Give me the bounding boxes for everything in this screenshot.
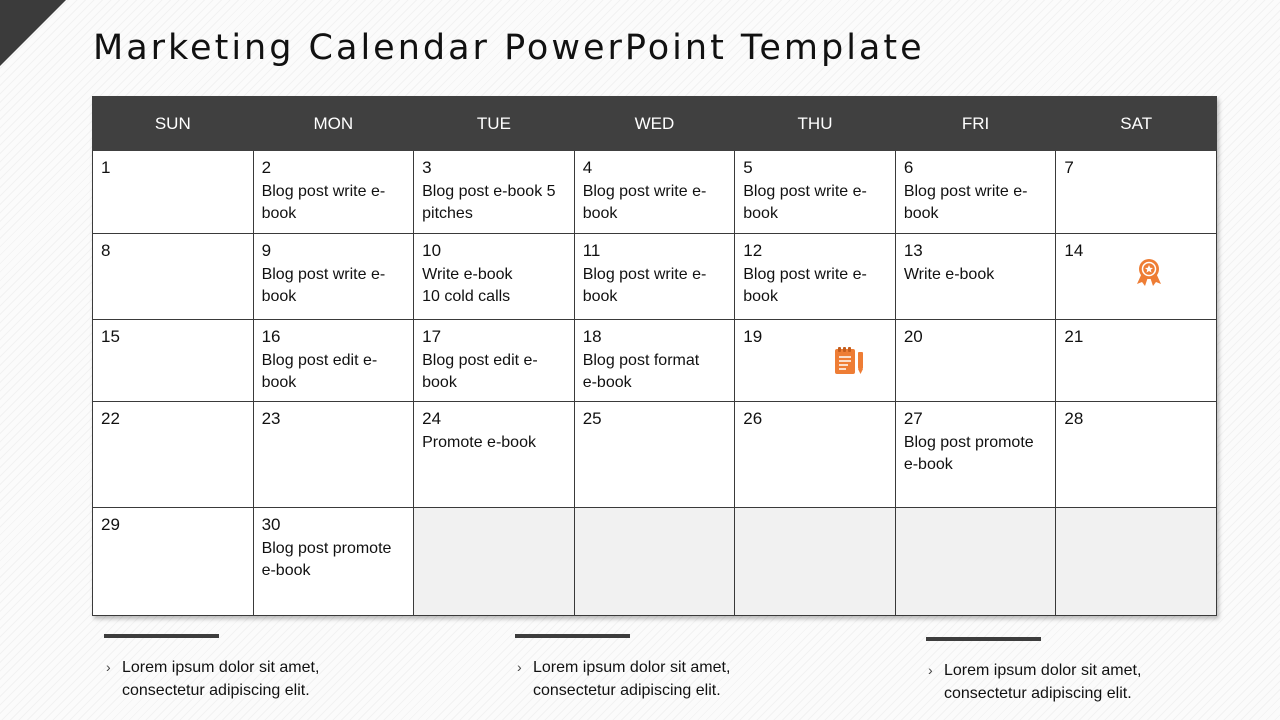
day-cell[interactable]: [895, 151, 1056, 234]
day-number: 13: [903, 241, 923, 260]
day-event: Promote e-book: [422, 434, 536, 451]
week-row-5: [93, 508, 1217, 616]
day-event: Blog post write e- book: [582, 266, 707, 305]
day-number: 28: [1064, 409, 1084, 428]
day-event: Write e-book: [903, 266, 995, 283]
day-number: 18: [582, 327, 602, 346]
day-number: 5: [743, 158, 753, 177]
day-event: Blog post write e- book: [743, 183, 867, 222]
day-cell[interactable]: [895, 320, 1056, 402]
day-event: Blog post edit e- book: [422, 352, 538, 391]
weekday-sun: SUN: [93, 97, 254, 151]
day-number: 25: [582, 409, 602, 428]
day-number: 8: [101, 241, 111, 260]
day-cell[interactable]: [93, 320, 254, 402]
day-cell[interactable]: [735, 320, 896, 402]
day-event: Blog post promote e-book: [903, 434, 1034, 473]
chevron-right-icon: ›: [928, 662, 933, 678]
note-3: [926, 637, 1256, 705]
note-text: consectetur adipiscing elit.: [122, 682, 310, 699]
day-cell[interactable]: [93, 508, 254, 616]
note-text: Lorem ipsum dolor sit amet,: [533, 659, 731, 676]
day-number: 16: [261, 327, 281, 346]
day-cell[interactable]: [735, 234, 896, 320]
marketing-calendar: [92, 96, 1217, 616]
award-badge-icon: [1133, 256, 1165, 288]
day-number: 26: [743, 409, 763, 428]
note-divider: [104, 634, 219, 638]
note-line: [104, 656, 434, 679]
day-cell[interactable]: [1056, 234, 1217, 320]
note-text: Lorem ipsum dolor sit amet,: [944, 662, 1142, 679]
day-cell[interactable]: [1056, 320, 1217, 402]
corner-decoration: [0, 0, 66, 66]
weekday-mon: MON: [253, 97, 414, 151]
day-cell[interactable]: [735, 151, 896, 234]
note-text: consectetur adipiscing elit.: [533, 682, 721, 699]
day-number: 3: [422, 158, 432, 177]
day-number: 21: [1064, 327, 1084, 346]
day-cell[interactable]: [895, 402, 1056, 508]
day-number: 17: [422, 327, 442, 346]
day-cell[interactable]: [895, 234, 1056, 320]
day-cell[interactable]: [574, 151, 735, 234]
day-number: 10: [422, 241, 442, 260]
note-text: consectetur adipiscing elit.: [944, 685, 1132, 702]
day-cell[interactable]: [1056, 151, 1217, 234]
empty-cell: [895, 508, 1056, 616]
week-row-2: [93, 234, 1217, 320]
note-line: [515, 656, 845, 679]
chevron-right-icon: ›: [106, 659, 111, 675]
day-cell[interactable]: [93, 151, 254, 234]
empty-cell: [574, 508, 735, 616]
note-divider: [926, 637, 1041, 641]
day-cell[interactable]: [253, 402, 414, 508]
day-number: 19: [743, 327, 763, 346]
day-cell[interactable]: [1056, 402, 1217, 508]
notes-pen-icon: [833, 346, 867, 376]
day-number: 11: [582, 241, 601, 260]
note-line: [926, 682, 1256, 705]
day-number: 4: [582, 158, 593, 177]
note-2: [515, 634, 845, 702]
note-line: [926, 659, 1256, 682]
day-event: Blog post promote e-book: [261, 540, 392, 579]
day-cell[interactable]: [253, 151, 414, 234]
day-number: 29: [101, 515, 120, 534]
day-number: 7: [1064, 158, 1074, 177]
day-cell[interactable]: [414, 402, 575, 508]
day-cell[interactable]: [414, 234, 575, 320]
weekday-thu: THU: [735, 97, 896, 151]
note-line: [515, 679, 845, 702]
day-cell[interactable]: [93, 234, 254, 320]
day-event: Blog post format e-book: [582, 352, 700, 391]
day-number: 9: [261, 241, 272, 260]
day-event: Blog post write e- book: [743, 266, 867, 305]
day-cell[interactable]: [93, 402, 254, 508]
day-cell[interactable]: [574, 402, 735, 508]
day-event: Blog post edit e- book: [261, 352, 378, 391]
note-text: Lorem ipsum dolor sit amet,: [122, 659, 320, 676]
day-number: 15: [101, 327, 120, 346]
week-row-4: [93, 402, 1217, 508]
weekday-fri: FRI: [895, 97, 1056, 151]
empty-cell: [1056, 508, 1217, 616]
weekday-sat: SAT: [1056, 97, 1217, 151]
day-event: Blog post write e- book: [261, 183, 386, 222]
note-line: [104, 679, 434, 702]
bullet-spacer: [104, 679, 122, 702]
day-number: 24: [422, 409, 442, 428]
note-1: [104, 634, 434, 702]
day-cell[interactable]: [574, 320, 735, 402]
empty-cell: [735, 508, 896, 616]
day-event: Write e-book 10 cold calls: [422, 266, 513, 305]
day-number: 14: [1064, 241, 1084, 260]
day-cell[interactable]: [735, 402, 896, 508]
week-row-3: [93, 320, 1217, 402]
weekday-tue: TUE: [414, 97, 575, 151]
day-number: 2: [261, 158, 272, 177]
day-cell[interactable]: [253, 234, 414, 320]
day-number: 22: [101, 409, 120, 428]
day-cell[interactable]: [574, 234, 735, 320]
weekday-wed: WED: [574, 97, 735, 151]
bullet-spacer: [515, 679, 533, 702]
day-event: Blog post write e- book: [903, 183, 1028, 222]
day-number: 12: [743, 241, 763, 260]
day-event: Blog post write e- book: [261, 266, 386, 305]
day-number: 6: [903, 158, 914, 177]
day-number: 23: [261, 409, 281, 428]
day-cell[interactable]: [253, 320, 414, 402]
week-row-1: [93, 151, 1217, 234]
page-title: Marketing Calendar PowerPoint Template: [93, 28, 925, 68]
chevron-right-icon: ›: [517, 659, 522, 675]
weekday-header-row: [93, 97, 1217, 151]
empty-cell: [414, 508, 575, 616]
day-number: 20: [903, 327, 923, 346]
day-event: Blog post write e- book: [582, 183, 707, 222]
day-cell[interactable]: [253, 508, 414, 616]
bullet-spacer: [926, 682, 944, 705]
day-cell[interactable]: [414, 151, 575, 234]
day-cell[interactable]: [414, 320, 575, 402]
day-event: Blog post e-book 5 pitches: [422, 183, 556, 222]
day-number: 27: [903, 409, 923, 428]
day-number: 30: [261, 515, 281, 534]
note-divider: [515, 634, 630, 638]
day-number: 1: [101, 158, 111, 177]
